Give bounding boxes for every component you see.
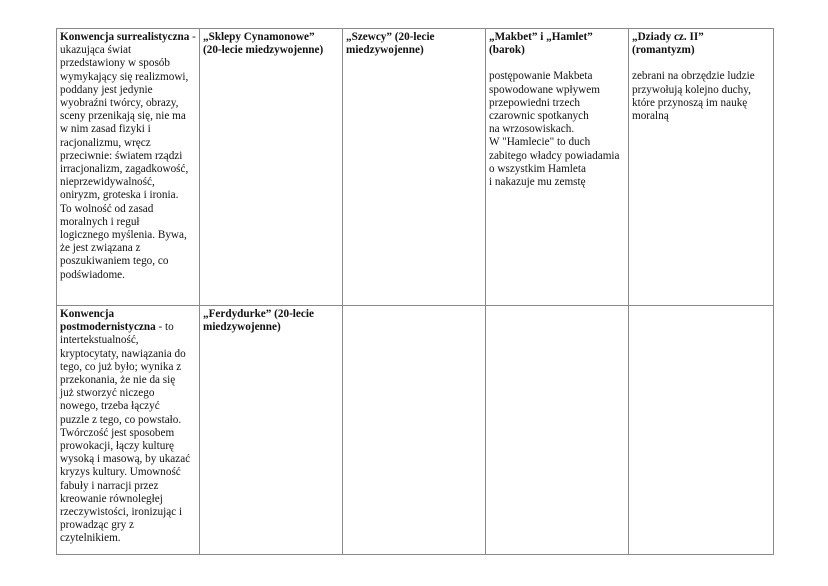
work-cell	[486, 29, 629, 306]
convention-description: intertekstualność, kryptocytaty, nawiązania do tego, co już było; wynika z przekonania, że nie da się już stworzyć niczego nowego, trzeba łączyć puzzle z tego, co powstało. Twórczość jest sposobem prowokacji, łączy kulturę wysoką i masową, by ukazać kryzys kultury. Umowność fabuły i narracji przez kreowanie równoległej rzeczywistości, ironizując i prowadząc gry z czytelnikiem.	[60, 334, 191, 545]
empty-cell	[629, 306, 774, 555]
work-cell	[629, 29, 774, 306]
convention-dash: - to	[155, 321, 174, 334]
work-description: postępowanie Makbeta spowodowane wpływem przepowiedni trzech czarownic spotkanych na wrzosowiskach. W "Hamlecie" to duch zabitego władcy powiadamia o wszystkim Hamleta i nakazuje mu zemstę	[489, 70, 620, 189]
table-row	[57, 29, 774, 306]
convention-title: Konwencja surrealistyczna	[60, 31, 190, 43]
spacer	[632, 57, 770, 70]
work-title: „Szewcy” (20-lecie miedzywojenne)	[346, 31, 435, 57]
spacer	[489, 57, 625, 70]
work-title: „Makbet” i „Hamlet” (barok)	[489, 31, 593, 57]
empty-cell	[486, 306, 629, 555]
work-cell	[343, 29, 486, 306]
convention-cell	[57, 29, 200, 306]
work-description: zebrani na obrzędzie ludzie przywołują kolejno duchy, które przynoszą im naukę moralną	[632, 70, 755, 123]
work-title: „Sklepy Cynamonowe” (20-lecie miedzywojenne)	[203, 31, 324, 57]
table-row	[57, 306, 774, 555]
convention-title: Konwencja postmodernistyczna	[60, 308, 156, 334]
convention-description: - ukazująca świat przedstawiony w sposób wymykający się realizmowi, poddany jest jedynie wyobraźni twórcy, obrazy, sceny przenikają się, nie ma w nim zasad fizyki i racjonalizmu, wręcz przeciwnie: światem rządzi irracjonalizm, zagadkowość, nieprzewidywalność, oniryzm, groteska i ironia. To wolność od zasad moralnych i reguł logicznego myślenia. Bywa, że jest związana z poszukiwaniem tego, co podświadome.	[60, 31, 196, 281]
work-cell	[200, 306, 343, 555]
work-cell	[200, 29, 343, 306]
work-title: „Dziady cz. II” (romantyzm)	[632, 31, 704, 57]
work-title: „Ferdydurke” (20-lecie miedzywojenne)	[203, 308, 314, 334]
conventions-table	[56, 28, 774, 555]
convention-cell	[57, 306, 200, 555]
empty-cell	[343, 306, 486, 555]
